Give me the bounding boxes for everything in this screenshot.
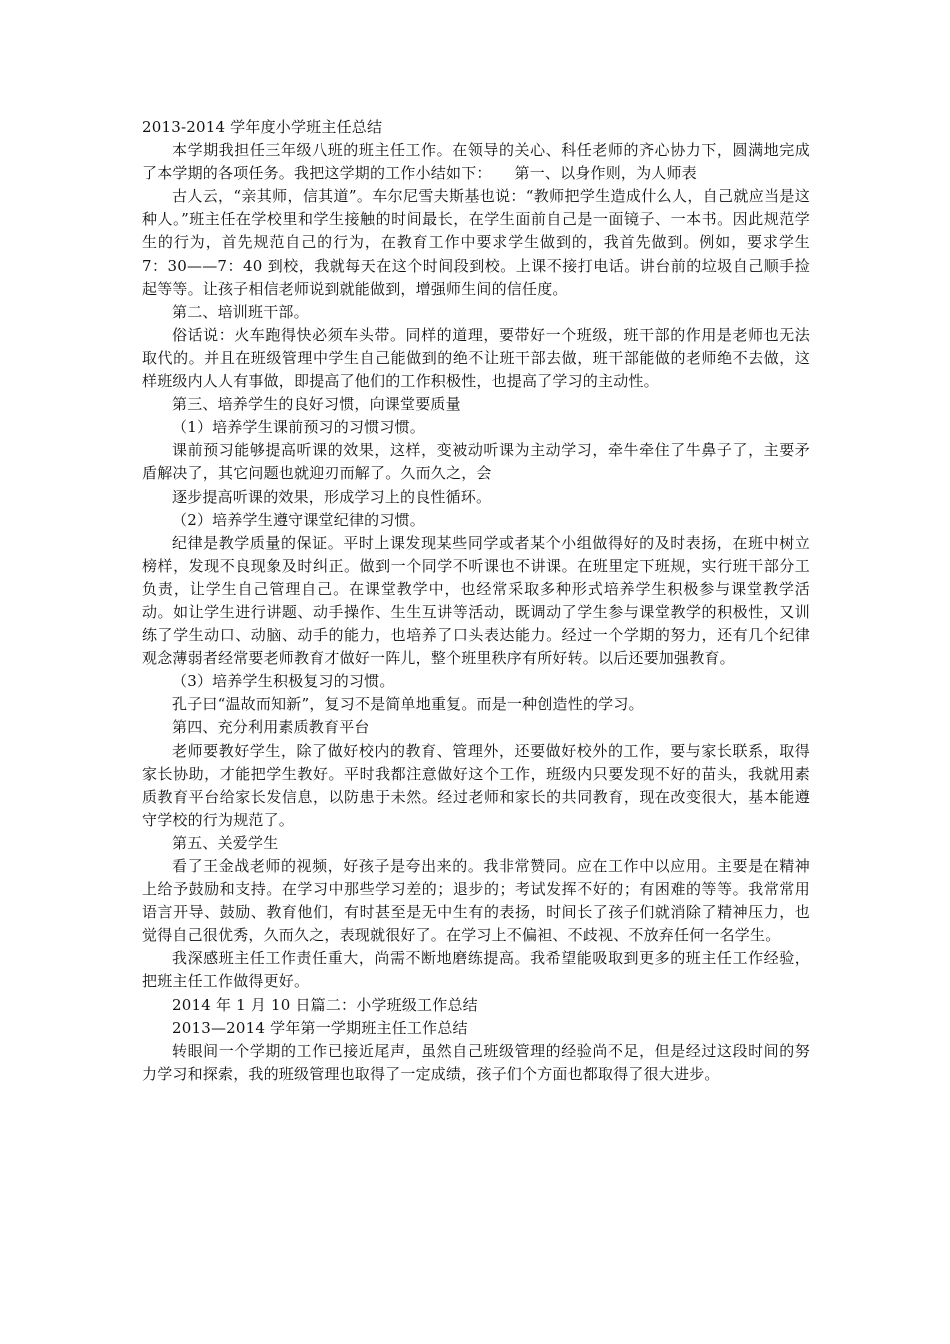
subheading-preview-habit: （1）培养学生课前预习的习惯习惯。: [172, 418, 425, 437]
paragraph-conclusion: 我深感班主任工作责任重大，尚需不断地磨练提高。我希望能吸取到更多的班主任工作经验，把班主任工作做得更好。: [142, 949, 810, 991]
paragraph-preview-continued: 逐步提高听课的效果，形成学习上的良性循环。: [172, 487, 492, 506]
heading-care-for-students: 第五、关爱学生: [172, 833, 279, 852]
paragraph-discipline: 纪律是教学质量的保证。平时上课发现某些同学或者某个小组做得好的及时表扬，在班中树立榜样，发现不良现象及时纠正。做到一个同学不听课也不讲课。在班里定下班规，实行班干部分工负责，让学生自己管理自己。在课堂教学中，也经常采取多种形式培养学生积极参与课堂教学活动。如让学生进行讲题、动手操作、生生互讲等活动，既调动了学生参与课堂教学的积极性，又训练了学生动口、动脑、动手的能力，也培养了口头表达能力。经过一个学期的努力，还有几个纪律观念薄弱者经常要老师教育才做好一阵儿，整个班里秩序有所好转。以后还要加强教育。: [142, 533, 810, 668]
subheading-discipline-habit: （2）培养学生遵守课堂纪律的习惯。: [172, 510, 425, 529]
paragraph-intro: 本学期我担任三年级八班的班主任工作。在领导的关心、科任老师的齐心协力下，圆满地完成了本学期的各项任务。我把这学期的工作小结如下： 第一、以身作则，为人师表: [142, 141, 810, 183]
date-line: 2014 年 1 月 10 日篇二：小学班级工作总结: [172, 995, 478, 1014]
heading-education-platform: 第四、充分利用素质教育平台: [172, 718, 370, 737]
paragraph-lead-by-example: 古人云，“亲其师，信其道”。车尔尼雪夫斯基也说：“教师把学生造成什么人，自己就应当是这种人。”班主任在学校里和学生接触的时间最长，在学生面前自己是一面镜子、一本书。因此规范学生的行为，首先规范自己的行为，在教育工作中要求学生做到的，我首先做到。例如，要求学生 7：30——7：40 到校，我就每天在这个时间段到校。上课不接打电话。讲台前的垃圾自己顺手捡起等等。让孩子相信老师说到就能做到，增强师生间的信任度。: [142, 187, 810, 298]
subheading-review-habit: （3）培养学生积极复习的习惯。: [172, 672, 395, 691]
paragraph-review: 孔子曰“温故而知新”，复习不是简单地重复。而是一种创造性的学习。: [172, 695, 644, 714]
section-two-title: 2013—2014 学年第一学期班主任工作总结: [172, 1018, 468, 1037]
paragraph-section-two-intro: 转眼间一个学期的工作已接近尾声，虽然自己班级管理的经验尚不足，但是经过这段时间的努力学习和探索，我的班级管理也取得了一定成绩，孩子们个方面也都取得了很大进步。: [142, 1041, 810, 1083]
heading-train-class-cadres: 第二、培训班干部。: [172, 302, 309, 321]
paragraph-preview: 课前预习能够提高听课的效果，这样，变被动听课为主动学习，牵牛牵住了牛鼻子了，主要矛盾解决了，其它问题也就迎刃而解了。久而久之，会: [142, 441, 810, 483]
document-title: 2013-2014 学年度小学班主任总结: [142, 118, 383, 136]
paragraph-care-for-students: 看了王金战老师的视频，好孩子是夸出来的。我非常赞同。应在工作中以应用。主要是在精神上给予鼓励和支持。在学习中那些学习差的；退步的；考试发挥不好的；有困难的等等。我常常用语言开导、鼓励、教育他们，有时甚至是无中生有的表扬，时间长了孩子们就消除了精神压力，也觉得自己很优秀，久而久之，表现就很好了。在学习上不偏袒、不歧视、不放弃任何一名学生。: [142, 857, 810, 945]
heading-good-habits: 第三、培养学生的良好习惯，向课堂要质量: [172, 395, 461, 414]
paragraph-education-platform: 老师要教好学生，除了做好校内的教育、管理外，还要做好校外的工作，要与家长联系，取得家长协助，才能把学生教好。平时我都注意做好这个工作，班级内只要发现不好的苗头，我就用素质教育平台给家长发信息，以防患于未然。经过老师和家长的共同教育，现在改变很大，基本能遵守学校的行为规范了。: [142, 741, 810, 829]
paragraph-class-cadres: 俗话说：火车跑得快必须车头带。同样的道理，要带好一个班级，班干部的作用是老师也无法取代的。并且在班级管理中学生自己能做到的绝不让班干部去做，班干部能做的老师绝不去做，这样班级内人人有事做，即提高了他们的工作积极性，也提高了学习的主动性。: [142, 325, 810, 391]
document-body: [142, 116, 810, 1086]
